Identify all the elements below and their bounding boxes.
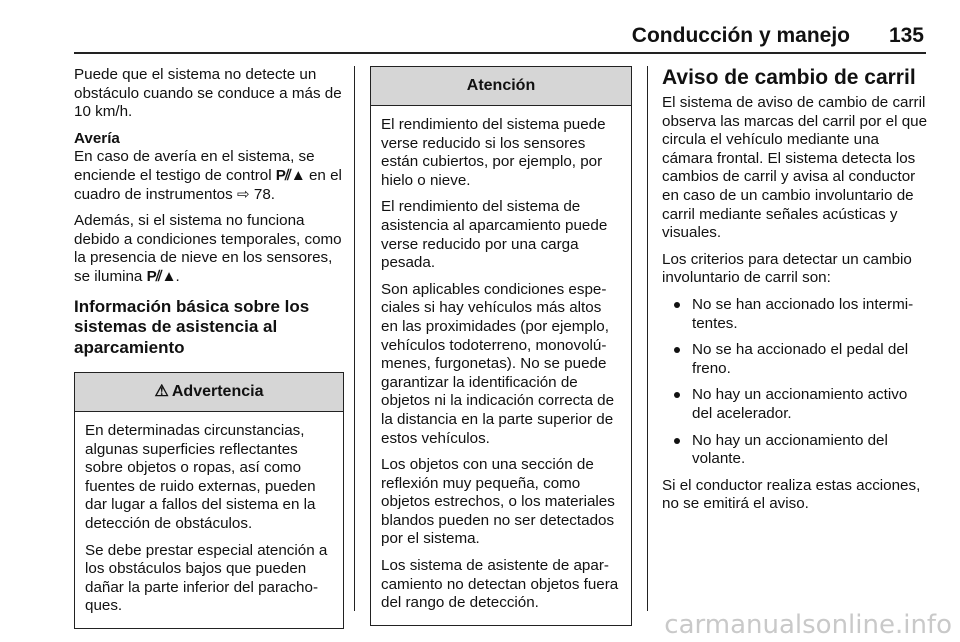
- failure-paragraph: En caso de avería en el sistema, se enciende el testigo de control P⫽▲ en el cuadro de instrumentos ⇨ 78.: [74, 148, 342, 203]
- attention-paragraph: Son aplicables condiciones especiales si hay vehículos más altos en las proximidades (por ejemplo, vehículos todoterreno, monovolúmenes, furgonetas). No se puede garantizar la identificación de objetos ni la indicación correcta de la distancia en la parte superior de estos vehículos.: [381, 280, 615, 447]
- column-right: [662, 66, 928, 522]
- averia-label: Avería: [74, 129, 120, 147]
- criteria-list: [662, 296, 928, 469]
- attention-box-header: Atención: [371, 67, 631, 106]
- column-middle: [370, 66, 632, 626]
- attention-paragraph: Los objetos con una sección de reflexión muy pequeña, como objetos estrechos, o los materiales blandos pueden no ser detectados por el sistema.: [381, 456, 615, 548]
- lane-departure-intro: El sistema de aviso de cambio de carril observa las marcas del carril por el que circula el vehículo mediante una cámara frontal. El sistema detecta los cambios de carril y avisa al conductor en caso de un cambio involuntario de carril mediante señales acústicas y visuales.: [662, 94, 928, 242]
- criteria-intro: Los criterios para detectar un cambio involuntario de carril son:: [662, 250, 912, 287]
- warning-box-title: Advertencia: [171, 383, 264, 401]
- warning-box-header: [75, 373, 343, 412]
- attention-paragraph: El rendimiento del sistema puede verse reducido si los sensores están cubiertos, por ejemplo, por hielo o nieve.: [381, 116, 606, 189]
- list-item: No hay un accionamiento activo del acelerador.: [662, 386, 928, 423]
- list-item: No hay un accionamiento del volante.: [662, 432, 928, 469]
- list-item: No se ha accionado el pedal del freno.: [662, 341, 928, 378]
- column-divider-right: [647, 66, 648, 611]
- column-left: [74, 66, 344, 629]
- warning-paragraph: En determinadas circunstancias, algunas superficies reflectantes sobre objetos o ropas, así como fuentes de ruido externas, pueden dar lugar a fallos del sistema en la detección de obstáculos.: [85, 422, 316, 532]
- watermark: carmanualsonline.info: [664, 610, 952, 640]
- parking-warning-icon: P⫽▲: [275, 166, 305, 184]
- parking-warning-icon: P⫽▲: [146, 267, 176, 285]
- lane-departure-heading: Aviso de cambio de carril: [662, 66, 916, 89]
- attention-box-body: [371, 106, 631, 625]
- temporary-conditions-paragraph: Además, si el sistema no funciona debido a condiciones temporales, como la presencia de nieve en los sensores, se ilumina P⫽▲.: [74, 212, 342, 285]
- attention-box: [370, 66, 632, 626]
- warning-paragraph: Se debe prestar especial atención a los obstáculos bajos que pueden dañar la parte inferior del parachoques.: [85, 541, 328, 615]
- attention-paragraph: Los sistema de asistente de aparcamiento no detectan objetos fuera del rango de detección.: [381, 557, 619, 612]
- warning-box: [74, 372, 344, 629]
- warning-triangle-icon: ⚠: [154, 383, 169, 401]
- page-ref-arrow-icon: ⇨: [236, 185, 250, 203]
- lane-departure-closing: Si el conductor realiza estas acciones, no se emitirá el aviso.: [662, 476, 921, 513]
- chapter-title: Conducción y manejo: [631, 24, 850, 47]
- list-item: No se han accionado los intermitentes.: [662, 296, 928, 333]
- section-heading: Información básica sobre los sistemas de asistencia al aparcamiento: [74, 296, 310, 357]
- detection-speed-paragraph: Puede que el sistema no detecte un obstáculo cuando se conduce a más de 10 km/h.: [74, 66, 342, 121]
- page-number: 135: [888, 24, 924, 47]
- attention-paragraph: El rendimiento del sistema de asistencia al aparcamiento puede verse reducido por una carga pesada.: [381, 198, 608, 272]
- column-divider-left: [354, 66, 355, 611]
- page-header: [74, 16, 926, 54]
- warning-box-body: [75, 412, 343, 628]
